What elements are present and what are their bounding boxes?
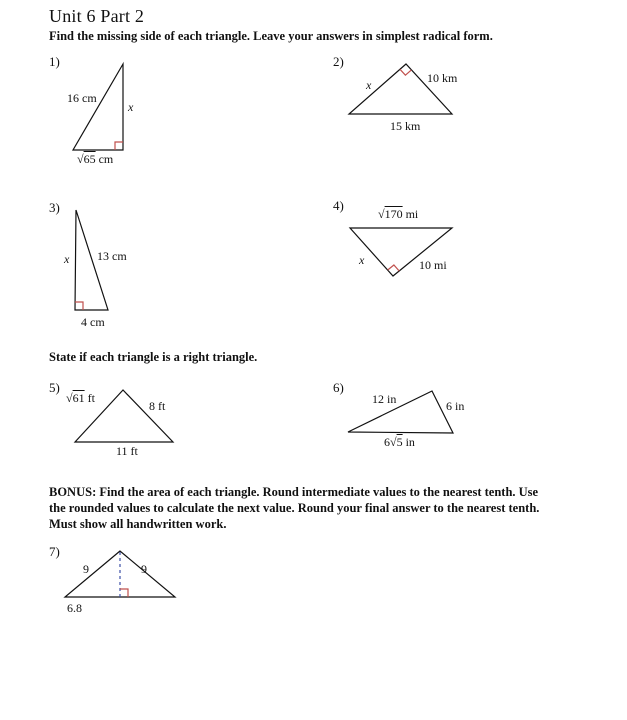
problem-2-number: 2) xyxy=(333,54,344,69)
problem-7-left-side-label: 9 xyxy=(83,562,89,576)
problem-5-left-side-label: √61 ft xyxy=(66,391,95,405)
problem-1-hypotenuse-label: 16 cm xyxy=(67,91,97,105)
problem-3-base-label: 4 cm xyxy=(81,315,105,329)
triangle-1 xyxy=(73,64,123,150)
right-angle-marker-2 xyxy=(400,69,411,75)
problem-6-number: 6) xyxy=(333,380,344,395)
problem-5-right-side-label: 8 ft xyxy=(149,399,166,413)
triangle-6 xyxy=(348,391,453,433)
problem-2-right-side-label: 10 km xyxy=(427,71,458,85)
instruction-right-triangle: State if each triangle is a right triangle. xyxy=(49,350,258,364)
problem-3-hypotenuse-label: 13 cm xyxy=(97,249,127,263)
right-angle-marker-7 xyxy=(120,589,128,597)
right-angle-marker-4 xyxy=(388,265,400,271)
problem-7-number: 7) xyxy=(49,544,60,559)
right-angle-marker-3 xyxy=(75,302,83,310)
problem-1-number: 1) xyxy=(49,54,60,69)
problem-6-left-side-label: 12 in xyxy=(372,392,397,406)
problem-4-right-side-label: 10 mi xyxy=(419,258,447,272)
bonus-line-1: BONUS: Find the area of each triangle. Round intermediate values to the nearest tenth. Use xyxy=(49,485,539,499)
bonus-line-3: Must show all handwritten work. xyxy=(49,517,227,531)
problem-1-base-label: √65 cm xyxy=(77,152,114,166)
problem-7-base-label: 6.8 xyxy=(67,601,82,615)
problem-5-base-label: 11 ft xyxy=(116,444,138,458)
problem-4-top-side-label: √170 mi xyxy=(378,207,419,221)
problem-2-unknown-side-label: x xyxy=(366,78,372,92)
right-angle-marker-1 xyxy=(115,142,123,150)
problem-4-unknown-side-label: x xyxy=(359,253,365,267)
problem-6-base-label: 6√5 in xyxy=(384,435,415,449)
problem-2-base-label: 15 km xyxy=(390,119,421,133)
bonus-instruction xyxy=(49,484,594,532)
problem-3-unknown-side-label: x xyxy=(64,252,70,266)
problem-5-number: 5) xyxy=(49,380,60,395)
problem-4-number: 4) xyxy=(333,198,344,213)
instruction-missing-side: Find the missing side of each triangle. Leave your answers in simplest radical form. xyxy=(49,29,493,43)
problem-6-right-side-label: 6 in xyxy=(446,399,465,413)
page-title: Unit 6 Part 2 xyxy=(49,6,145,26)
bonus-line-2: the rounded values to calculate the next value. Round your final answer to the nearest tenth. xyxy=(49,501,540,515)
problem-3-number: 3) xyxy=(49,200,60,215)
problem-1-unknown-side-label: x xyxy=(128,100,134,114)
problem-7-right-side-label: 9 xyxy=(141,562,147,576)
